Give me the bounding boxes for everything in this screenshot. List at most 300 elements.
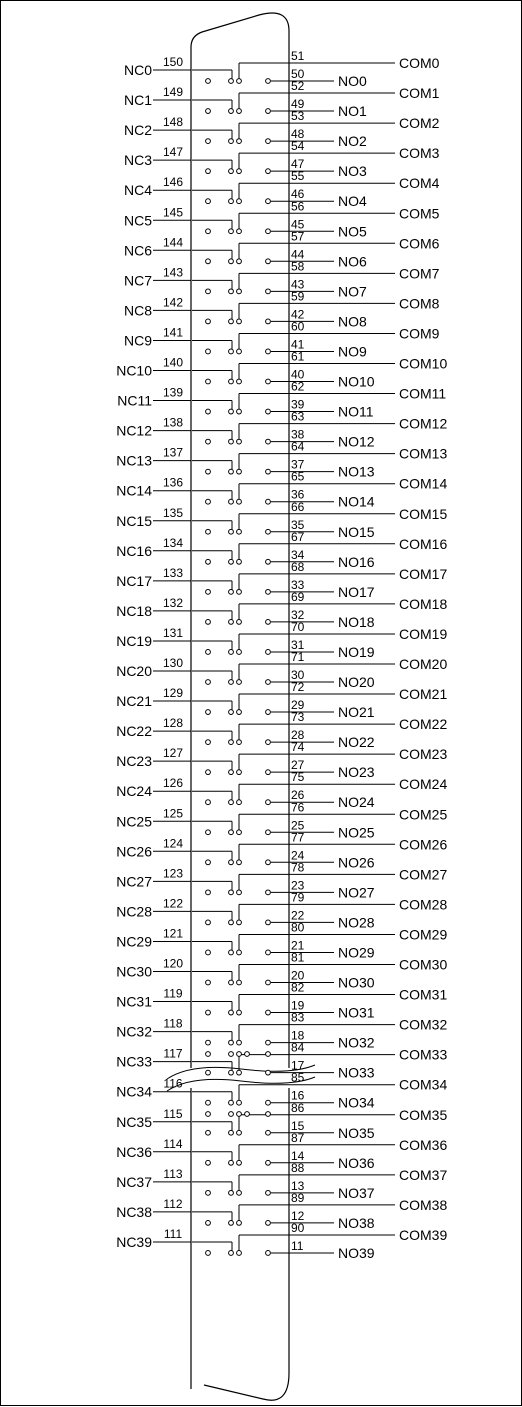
com-pin-hole [229, 1100, 234, 1105]
nc-label: NC27 [116, 873, 152, 890]
nc-label: NC16 [116, 542, 152, 559]
nc-pin-hole [206, 830, 211, 835]
channel-row [116, 770, 447, 810]
com-label: COM0 [399, 55, 440, 71]
no-pin-number: 47 [291, 157, 305, 172]
nc-pin-number: 122 [162, 896, 184, 911]
nc-pin-number: 149 [162, 85, 184, 100]
no-pin-hole [266, 439, 271, 444]
no-label: NO6 [338, 253, 367, 270]
nc-pin-number: 124 [162, 836, 184, 851]
com-pin-hole [229, 980, 234, 985]
com-label: COM5 [399, 205, 440, 222]
nc-pin-hole [206, 559, 211, 564]
nc-pin-number: 138 [162, 415, 184, 430]
nc-label: NC5 [123, 212, 152, 229]
com-pin-hole [237, 980, 242, 985]
channel-row [116, 500, 447, 540]
channel-row [116, 410, 447, 450]
com-label: COM36 [399, 1136, 448, 1153]
com-pin-hole [237, 349, 242, 354]
no-pin-hole [266, 1160, 271, 1165]
nc-label: NC3 [123, 152, 152, 169]
no-label: NO28 [338, 914, 375, 931]
com-pin-hole [229, 860, 234, 865]
com-pin-hole [229, 79, 234, 84]
nc-pin-number: 117 [163, 1046, 183, 1061]
channel-row [116, 740, 447, 780]
nc-label: NC21 [116, 693, 152, 710]
channel-row [116, 470, 447, 510]
no-label: NO20 [338, 674, 375, 690]
no-label: NO22 [338, 734, 375, 751]
channel-row [116, 1101, 447, 1141]
com-pin-hole [237, 589, 242, 594]
com-pin-hole [229, 409, 234, 414]
com-pin-number: 71 [291, 650, 305, 664]
nc-pin-number: 113 [163, 1166, 183, 1181]
no-label: NO17 [338, 583, 375, 600]
com-label: COM20 [399, 656, 448, 672]
com-pin-hole [229, 680, 234, 685]
com-pin-number: 68 [291, 559, 305, 574]
nc-pin-hole [206, 439, 211, 444]
no-label: NO24 [338, 794, 375, 811]
no-pin-number: 19 [291, 998, 305, 1013]
nc-label: NC18 [116, 602, 152, 619]
com-label: COM12 [399, 415, 448, 432]
unused-pin-hole [229, 1112, 234, 1117]
no-pin-hole [266, 529, 271, 534]
nc-label: NC29 [116, 933, 152, 950]
nc-pin-number: 148 [162, 115, 184, 130]
nc-pin-hole [206, 1160, 211, 1165]
com-pin-number: 57 [291, 229, 305, 244]
nc-pin-number: 145 [162, 205, 184, 220]
no-pin-number: 42 [291, 307, 305, 322]
channel-row [124, 49, 440, 89]
com-pin-hole [237, 1100, 242, 1105]
nc-pin-number: 134 [162, 535, 184, 550]
com-pin-hole [229, 139, 234, 144]
nc-pin-hole [206, 409, 211, 414]
nc-pin-number: 146 [162, 175, 184, 190]
no-pin-hole [266, 1251, 271, 1256]
nc-pin-number: 119 [163, 986, 183, 1001]
com-pin-number: 52 [291, 79, 305, 94]
channel-row [116, 920, 447, 960]
no-pin-hole [266, 1190, 271, 1195]
nc-label: NC36 [116, 1143, 152, 1160]
nc-label: NC0 [123, 62, 152, 78]
nc-label: NC28 [116, 903, 152, 920]
no-label: NO38 [338, 1214, 375, 1231]
nc-pin-hole [206, 740, 211, 745]
no-pin-hole [266, 860, 271, 865]
com-pin-number: 73 [291, 710, 305, 725]
channel-row [124, 229, 440, 269]
nc-pin-hole [206, 109, 211, 114]
com-pin-number: 65 [291, 469, 305, 484]
channel-row [116, 680, 447, 720]
com-pin-hole [229, 1160, 234, 1165]
no-pin-hole [266, 259, 271, 264]
nc-pin-number: 142 [162, 295, 184, 310]
nc-label: NC13 [116, 452, 152, 469]
com-pin-number: 54 [291, 139, 305, 154]
no-label: NO3 [338, 163, 367, 180]
com-label: COM8 [399, 295, 440, 312]
nc-pin-number: 118 [163, 1016, 183, 1031]
channel-row [116, 560, 447, 600]
no-label: NO16 [338, 553, 375, 570]
com-pin-hole [237, 319, 242, 324]
no-label: NO29 [338, 944, 375, 961]
nc-pin-number: 125 [162, 806, 184, 821]
channel-row [116, 620, 447, 660]
no-pin-hole [266, 379, 271, 384]
channel-row [116, 710, 447, 750]
com-pin-hole [237, 620, 242, 625]
nc-pin-number: 132 [162, 595, 184, 610]
com-pin-hole [237, 199, 242, 204]
no-pin-hole [266, 650, 271, 655]
channel-row [116, 890, 447, 930]
no-pin-number: 16 [291, 1088, 305, 1103]
nc-label: NC30 [116, 963, 152, 980]
com-pin-hole [229, 439, 234, 444]
com-label: COM29 [399, 926, 448, 943]
nc-pin-hole [206, 920, 211, 925]
com-label: COM11 [399, 385, 447, 402]
no-label: NO0 [338, 73, 367, 89]
nc-label: NC6 [123, 242, 152, 259]
nc-pin-number: 135 [162, 505, 184, 520]
com-pin-hole [229, 1221, 234, 1226]
no-pin-hole [266, 680, 271, 685]
no-label: NO36 [338, 1154, 375, 1171]
com-label: COM25 [399, 806, 448, 823]
com-pin-hole [229, 800, 234, 805]
nc-label: NC26 [116, 843, 152, 860]
nc-pin-hole [206, 319, 211, 324]
com-pin-number: 70 [291, 619, 305, 634]
com-pin-number: 90 [291, 1220, 305, 1235]
com-pin-hole [237, 559, 242, 564]
channel-row [124, 169, 440, 209]
nc-label: NC4 [123, 182, 152, 199]
com-label: COM6 [399, 235, 440, 252]
com-pin-hole [229, 1190, 234, 1195]
com-pin-number: 72 [291, 680, 305, 695]
com-pin-hole [237, 79, 242, 84]
com-pin-number: 75 [291, 770, 305, 785]
no-pin-number: 46 [291, 187, 305, 202]
nc-pin-number: 121 [162, 926, 184, 941]
unused-pin-hole [237, 1052, 242, 1057]
nc-pin-number: 123 [162, 866, 184, 881]
no-pin-hole [266, 109, 271, 114]
com-label: COM38 [399, 1196, 448, 1213]
com-label: COM30 [399, 956, 448, 973]
nc-pin-hole [206, 950, 211, 955]
com-pin-hole [237, 409, 242, 414]
com-label: COM2 [399, 115, 440, 132]
nc-pin-number: 116 [163, 1076, 183, 1091]
com-pin-number: 66 [291, 499, 305, 514]
no-label: NO4 [338, 193, 367, 210]
com-label: COM27 [399, 866, 448, 883]
no-label: NO35 [338, 1124, 375, 1141]
no-pin-number: 25 [291, 818, 305, 833]
com-pin-number: 61 [291, 349, 305, 364]
com-label: COM14 [399, 475, 448, 492]
nc-label: NC15 [116, 512, 152, 529]
nc-label: NC17 [116, 572, 152, 589]
channel-row [116, 650, 447, 690]
nc-pin-hole [206, 1070, 211, 1075]
nc-pin-hole [206, 770, 211, 775]
nc-label: NC39 [116, 1233, 152, 1250]
com-pin-hole [237, 770, 242, 775]
no-label: NO7 [338, 283, 367, 300]
nc-pin-hole [206, 499, 211, 504]
nc-label: NC25 [116, 813, 152, 830]
nc-label: NC19 [116, 632, 152, 649]
com-pin-hole [229, 349, 234, 354]
com-label: COM21 [399, 686, 448, 703]
no-pin-hole [266, 980, 271, 985]
no-pin-hole [266, 349, 271, 354]
no-pin-hole [266, 289, 271, 294]
no-pin-number: 20 [291, 968, 305, 983]
unused-pin-hole [206, 1052, 211, 1057]
com-pin-number: 67 [291, 529, 305, 544]
com-pin-number: 76 [291, 800, 305, 815]
com-pin-number: 69 [291, 589, 305, 604]
unused-pin-hole [237, 1112, 242, 1117]
no-pin-hole [266, 319, 271, 324]
channel-row [116, 1191, 447, 1231]
no-pin-number: 13 [291, 1178, 305, 1193]
no-pin-hole [266, 559, 271, 564]
no-label: NO11 [338, 403, 374, 420]
nc-pin-number: 112 [163, 1196, 183, 1211]
com-pin-hole [237, 1221, 242, 1226]
channel-row [116, 830, 447, 870]
nc-pin-hole [206, 1130, 211, 1135]
no-pin-number: 21 [291, 938, 305, 953]
nc-label: NC8 [123, 302, 152, 319]
com-label: COM19 [399, 625, 448, 642]
nc-pin-hole [206, 860, 211, 865]
nc-pin-number: 141 [162, 325, 184, 340]
com-pin-hole [229, 589, 234, 594]
com-pin-hole [229, 469, 234, 474]
channel-row [124, 289, 440, 329]
no-pin-number: 33 [291, 577, 305, 592]
relay-connector-pinout-diagram [1, 1, 522, 1407]
channel-row [124, 79, 440, 119]
com-label: COM35 [399, 1106, 448, 1123]
com-label: COM16 [399, 535, 448, 552]
com-pin-hole [237, 680, 242, 685]
no-label: NO32 [338, 1034, 375, 1051]
com-pin-hole [229, 169, 234, 174]
com-label: COM1 [399, 85, 440, 102]
com-label: COM10 [399, 355, 448, 372]
no-pin-hole [266, 409, 271, 414]
com-pin-number: 51 [291, 49, 305, 63]
com-pin-hole [229, 890, 234, 895]
nc-pin-hole [206, 1221, 211, 1226]
no-pin-number: 24 [291, 848, 305, 863]
no-pin-number: 17 [291, 1058, 305, 1073]
no-pin-hole [266, 199, 271, 204]
nc-pin-number: 127 [162, 746, 184, 761]
com-pin-hole [229, 740, 234, 745]
channel-row [116, 440, 447, 480]
nc-label: NC22 [116, 723, 152, 740]
nc-label: NC24 [116, 783, 152, 800]
nc-pin-number: 139 [162, 385, 184, 400]
com-label: COM3 [399, 145, 440, 162]
nc-pin-number: 133 [162, 565, 184, 580]
nc-pin-hole [206, 289, 211, 294]
com-pin-hole [237, 920, 242, 925]
no-pin-hole [266, 800, 271, 805]
no-pin-hole [266, 229, 271, 234]
no-pin-number: 34 [291, 547, 305, 562]
com-pin-hole [229, 950, 234, 955]
nc-label: NC9 [123, 332, 152, 349]
no-label: NO27 [338, 884, 375, 901]
nc-label: NC32 [116, 1023, 152, 1040]
no-pin-number: 39 [291, 397, 305, 412]
com-pin-hole [237, 289, 242, 294]
com-pin-hole [229, 199, 234, 204]
unused-pin-hole [266, 1052, 271, 1057]
channel-row [116, 530, 447, 570]
com-pin-hole [229, 650, 234, 655]
com-pin-hole [237, 109, 242, 114]
com-label: COM18 [399, 595, 448, 612]
no-label: NO14 [338, 493, 375, 510]
no-pin-number: 29 [291, 698, 305, 713]
no-pin-hole [266, 589, 271, 594]
nc-label: NC38 [116, 1203, 152, 1220]
no-pin-hole [266, 890, 271, 895]
no-pin-hole [266, 1040, 271, 1045]
com-pin-hole [237, 1160, 242, 1165]
no-pin-hole [266, 1070, 271, 1075]
no-pin-number: 50 [291, 67, 305, 81]
channel-row [124, 139, 440, 179]
nc-pin-hole [206, 800, 211, 805]
com-pin-hole [237, 469, 242, 474]
no-pin-number: 37 [291, 457, 305, 472]
channel-row [116, 1011, 447, 1051]
com-label: COM32 [399, 1016, 448, 1033]
nc-pin-hole [206, 980, 211, 985]
com-pin-hole [237, 650, 242, 655]
com-pin-hole [229, 229, 234, 234]
channel-row [116, 350, 447, 390]
nc-pin-hole [206, 469, 211, 474]
nc-pin-hole [206, 349, 211, 354]
com-label: COM13 [399, 445, 448, 462]
com-pin-number: 55 [291, 169, 305, 184]
nc-label: NC37 [116, 1173, 152, 1190]
unused-pin-hole [229, 1052, 234, 1057]
com-pin-hole [229, 1010, 234, 1015]
com-label: COM15 [399, 505, 448, 522]
no-pin-hole [266, 770, 271, 775]
no-pin-number: 30 [291, 668, 305, 682]
channel-row [116, 981, 447, 1021]
com-label: COM4 [399, 175, 440, 192]
channel-row [116, 800, 447, 840]
no-label: NO26 [338, 854, 375, 871]
com-label: COM17 [399, 565, 448, 582]
no-pin-number: 32 [291, 607, 305, 622]
nc-pin-hole [206, 259, 211, 264]
com-pin-hole [229, 319, 234, 324]
no-pin-number: 11 [291, 1238, 304, 1253]
com-label: COM24 [399, 776, 448, 793]
com-pin-number: 59 [291, 289, 305, 304]
com-pin-hole [229, 620, 234, 625]
nc-label: NC33 [116, 1053, 152, 1070]
com-label: COM23 [399, 746, 448, 763]
nc-pin-number: 136 [162, 475, 184, 490]
com-pin-hole [237, 1130, 242, 1135]
com-pin-hole [237, 890, 242, 895]
nc-pin-number: 120 [162, 956, 184, 971]
nc-label: NC11 [117, 392, 152, 409]
com-pin-hole [237, 950, 242, 955]
nc-label: NC2 [123, 122, 152, 139]
channel-row [116, 951, 447, 991]
no-pin-number: 41 [291, 337, 305, 352]
com-pin-number: 78 [291, 860, 305, 875]
nc-pin-hole [206, 710, 211, 715]
no-label: NO2 [338, 133, 367, 150]
no-pin-number: 28 [291, 728, 305, 743]
no-label: NO33 [338, 1064, 375, 1081]
com-pin-hole [237, 800, 242, 805]
com-pin-hole [229, 559, 234, 564]
com-pin-number: 79 [291, 890, 305, 905]
com-label: COM22 [399, 716, 448, 733]
com-pin-hole [229, 770, 234, 775]
no-pin-number: 12 [291, 1208, 305, 1223]
com-pin-hole [237, 169, 242, 174]
nc-pin-hole [206, 1040, 211, 1045]
no-pin-hole [266, 920, 271, 925]
no-label: NO15 [338, 523, 375, 540]
nc-pin-hole [206, 620, 211, 625]
com-pin-number: 82 [291, 980, 305, 995]
unused-pin-hole [266, 1112, 271, 1117]
no-pin-number: 35 [291, 517, 305, 532]
com-pin-hole [229, 1040, 234, 1045]
no-label: NO8 [338, 313, 367, 330]
com-pin-number: 64 [291, 439, 305, 454]
nc-pin-hole [206, 1100, 211, 1105]
channel-row [117, 380, 446, 420]
nc-label: NC35 [116, 1113, 152, 1130]
